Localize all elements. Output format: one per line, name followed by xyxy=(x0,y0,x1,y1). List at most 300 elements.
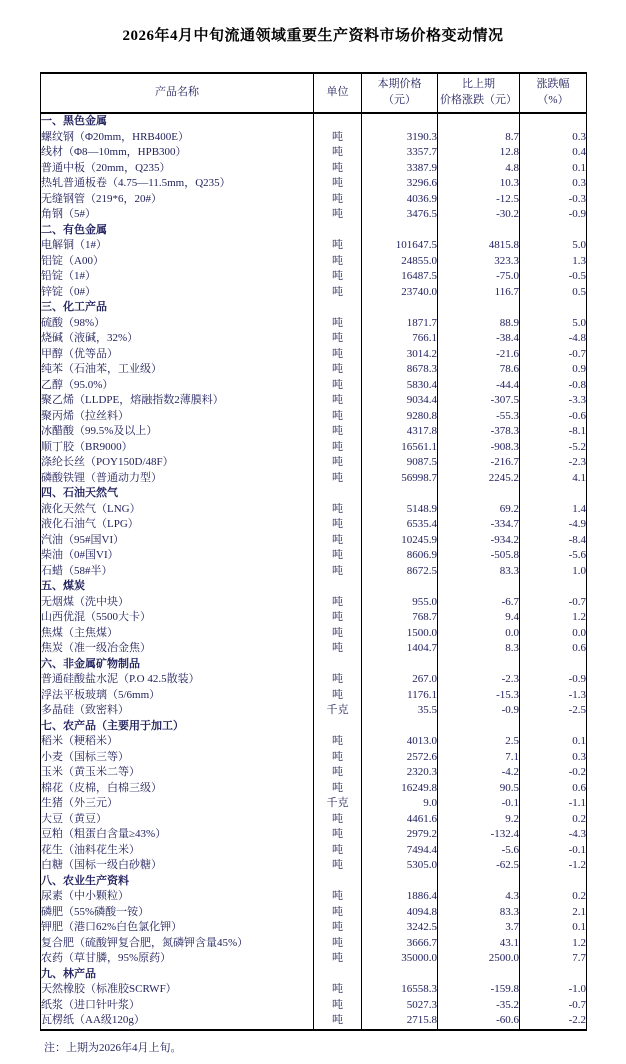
table-row xyxy=(41,192,587,208)
section-name: 五、煤炭 xyxy=(41,579,314,595)
change-pct: 0.0 xyxy=(520,626,587,642)
table-row xyxy=(41,641,587,657)
unit-cell: 吨 xyxy=(314,951,362,967)
product-name: 农药（草甘膦，95%原药） xyxy=(41,951,314,967)
table-row xyxy=(41,269,587,285)
current-price: 1886.4 xyxy=(362,889,438,905)
unit-cell: 吨 xyxy=(314,672,362,688)
change-pct: -8.1 xyxy=(520,424,587,440)
empty-cell xyxy=(362,113,438,130)
empty-cell xyxy=(520,967,587,983)
change-pct: -0.9 xyxy=(520,672,587,688)
unit-cell: 吨 xyxy=(314,378,362,394)
section-name: 四、石油天然气 xyxy=(41,486,314,502)
unit-cell: 吨 xyxy=(314,331,362,347)
section-row xyxy=(41,223,587,239)
unit-cell: 吨 xyxy=(314,827,362,843)
product-name: 甲醇（优等品） xyxy=(41,347,314,363)
table-row xyxy=(41,595,587,611)
current-price: 9.0 xyxy=(362,796,438,812)
empty-cell xyxy=(314,579,362,595)
current-price: 23740.0 xyxy=(362,285,438,301)
product-name: 铅锭（1#） xyxy=(41,269,314,285)
price-change: -35.2 xyxy=(438,998,520,1014)
change-pct: 0.1 xyxy=(520,734,587,750)
price-change: -44.4 xyxy=(438,378,520,394)
change-pct: 1.3 xyxy=(520,254,587,270)
change-pct: 1.2 xyxy=(520,936,587,952)
empty-cell xyxy=(438,719,520,735)
unit-cell: 吨 xyxy=(314,812,362,828)
table-row xyxy=(41,889,587,905)
product-name: 复合肥（硫酸钾复合肥，氮磷钾含量45%） xyxy=(41,936,314,952)
change-pct: -4.8 xyxy=(520,331,587,347)
empty-cell xyxy=(438,967,520,983)
current-price: 16249.8 xyxy=(362,781,438,797)
product-name: 尿素（中小颗粒） xyxy=(41,889,314,905)
empty-cell xyxy=(520,486,587,502)
table-row xyxy=(41,207,587,223)
unit-cell: 吨 xyxy=(314,688,362,704)
product-name: 普通硅酸盐水泥（P.O 42.5散装） xyxy=(41,672,314,688)
current-price: 267.0 xyxy=(362,672,438,688)
unit-cell: 吨 xyxy=(314,734,362,750)
unit-cell: 吨 xyxy=(314,626,362,642)
current-price: 56998.7 xyxy=(362,471,438,487)
price-change: -21.6 xyxy=(438,347,520,363)
change-pct: -0.8 xyxy=(520,378,587,394)
footnote: 注：上期为2026年4月上旬。 xyxy=(44,1041,182,1054)
unit-cell: 吨 xyxy=(314,998,362,1014)
current-price: 955.0 xyxy=(362,595,438,611)
price-change: 9.4 xyxy=(438,610,520,626)
table-row xyxy=(41,471,587,487)
unit-cell: 吨 xyxy=(314,641,362,657)
section-name: 三、化工产品 xyxy=(41,300,314,316)
change-pct: 0.6 xyxy=(520,781,587,797)
change-pct: 7.7 xyxy=(520,951,587,967)
section-name: 二、有色金属 xyxy=(41,223,314,239)
product-name: 硫酸（98%） xyxy=(41,316,314,332)
price-change: -30.2 xyxy=(438,207,520,223)
product-name: 涤纶长丝（POY150D/48F） xyxy=(41,455,314,471)
unit-cell: 吨 xyxy=(314,393,362,409)
table-row xyxy=(41,440,587,456)
section-name: 八、农业生产资料 xyxy=(41,874,314,890)
header-change-pct: 涨跌幅 （%） xyxy=(520,73,587,113)
header-unit: 单位 xyxy=(314,73,362,113)
change-pct: -5.2 xyxy=(520,440,587,456)
unit-cell: 吨 xyxy=(314,207,362,223)
price-change: -4.2 xyxy=(438,765,520,781)
current-price: 3357.7 xyxy=(362,145,438,161)
current-price: 4317.8 xyxy=(362,424,438,440)
unit-cell: 吨 xyxy=(314,347,362,363)
current-price: 2979.2 xyxy=(362,827,438,843)
price-change: 69.2 xyxy=(438,502,520,518)
product-name: 普通中板（20mm，Q235） xyxy=(41,161,314,177)
price-change: 0.0 xyxy=(438,626,520,642)
current-price: 6535.4 xyxy=(362,517,438,533)
unit-cell: 吨 xyxy=(314,533,362,549)
price-change: 7.1 xyxy=(438,750,520,766)
unit-cell: 吨 xyxy=(314,130,362,146)
current-price: 101647.5 xyxy=(362,238,438,254)
price-change: -62.5 xyxy=(438,858,520,874)
current-price: 5305.0 xyxy=(362,858,438,874)
product-name: 豆粕（粗蛋白含量≥43%） xyxy=(41,827,314,843)
empty-cell xyxy=(362,486,438,502)
price-change: 88.9 xyxy=(438,316,520,332)
product-name: 聚乙烯（LLDPE，熔融指数2薄膜料） xyxy=(41,393,314,409)
price-change: -159.8 xyxy=(438,982,520,998)
current-price: 8606.9 xyxy=(362,548,438,564)
unit-cell: 吨 xyxy=(314,409,362,425)
table-row xyxy=(41,254,587,270)
change-pct: 0.2 xyxy=(520,889,587,905)
current-price: 24855.0 xyxy=(362,254,438,270)
empty-cell xyxy=(362,579,438,595)
table-row xyxy=(41,905,587,921)
current-price: 8672.5 xyxy=(362,564,438,580)
current-price: 9087.5 xyxy=(362,455,438,471)
product-name: 花生（油料花生米） xyxy=(41,843,314,859)
unit-cell: 吨 xyxy=(314,517,362,533)
empty-cell xyxy=(438,113,520,130)
table-row xyxy=(41,409,587,425)
change-pct: 1.4 xyxy=(520,502,587,518)
price-change: -75.0 xyxy=(438,269,520,285)
price-change: -15.3 xyxy=(438,688,520,704)
price-change: 2.5 xyxy=(438,734,520,750)
current-price: 4094.8 xyxy=(362,905,438,921)
change-pct: 5.0 xyxy=(520,238,587,254)
empty-cell xyxy=(362,874,438,890)
table-row xyxy=(41,998,587,1014)
change-pct: 5.0 xyxy=(520,316,587,332)
current-price: 4013.0 xyxy=(362,734,438,750)
product-name: 磷肥（55%磷酸一铵） xyxy=(41,905,314,921)
product-name: 冰醋酸（99.5%及以上） xyxy=(41,424,314,440)
change-pct: -2.5 xyxy=(520,703,587,719)
price-change: 4815.8 xyxy=(438,238,520,254)
section-row xyxy=(41,967,587,983)
unit-cell: 千克 xyxy=(314,703,362,719)
table-row xyxy=(41,734,587,750)
price-change: 2245.2 xyxy=(438,471,520,487)
change-pct: 0.3 xyxy=(520,176,587,192)
current-price: 3387.9 xyxy=(362,161,438,177)
change-pct: 0.5 xyxy=(520,285,587,301)
table-row xyxy=(41,672,587,688)
product-name: 生猪（外三元） xyxy=(41,796,314,812)
table-row xyxy=(41,362,587,378)
unit-cell: 吨 xyxy=(314,843,362,859)
change-pct: -4.3 xyxy=(520,827,587,843)
unit-cell: 吨 xyxy=(314,502,362,518)
unit-cell: 吨 xyxy=(314,238,362,254)
price-change: -132.4 xyxy=(438,827,520,843)
current-price: 3242.5 xyxy=(362,920,438,936)
current-price: 16558.3 xyxy=(362,982,438,998)
price-change: 4.3 xyxy=(438,889,520,905)
product-name: 柴油（0#国VI） xyxy=(41,548,314,564)
table-header xyxy=(41,73,587,113)
empty-cell xyxy=(362,967,438,983)
change-pct: -5.6 xyxy=(520,548,587,564)
price-change: -55.3 xyxy=(438,409,520,425)
change-pct: -0.7 xyxy=(520,998,587,1014)
unit-cell: 吨 xyxy=(314,471,362,487)
change-pct: -0.6 xyxy=(520,409,587,425)
empty-cell xyxy=(362,657,438,673)
empty-cell xyxy=(438,300,520,316)
unit-cell: 吨 xyxy=(314,1013,362,1030)
header-current-price: 本期价格 （元） xyxy=(362,73,438,113)
current-price: 3666.7 xyxy=(362,936,438,952)
unit-cell: 吨 xyxy=(314,316,362,332)
table-row xyxy=(41,424,587,440)
table-body xyxy=(41,113,587,1030)
empty-cell xyxy=(314,300,362,316)
section-name: 一、黑色金属 xyxy=(41,113,314,130)
current-price: 1500.0 xyxy=(362,626,438,642)
price-change: -505.8 xyxy=(438,548,520,564)
change-pct: -1.0 xyxy=(520,982,587,998)
empty-cell xyxy=(438,223,520,239)
table-row xyxy=(41,843,587,859)
empty-cell xyxy=(314,967,362,983)
product-name: 无烟煤（洗中块） xyxy=(41,595,314,611)
unit-cell: 吨 xyxy=(314,424,362,440)
unit-cell: 吨 xyxy=(314,610,362,626)
product-name: 纯苯（石油苯，工业级） xyxy=(41,362,314,378)
change-pct: 0.1 xyxy=(520,161,587,177)
current-price: 7494.4 xyxy=(362,843,438,859)
current-price: 9280.8 xyxy=(362,409,438,425)
change-pct: -1.2 xyxy=(520,858,587,874)
section-row xyxy=(41,719,587,735)
price-change: -334.7 xyxy=(438,517,520,533)
change-pct: -1.3 xyxy=(520,688,587,704)
change-pct: -0.7 xyxy=(520,595,587,611)
table-row xyxy=(41,145,587,161)
table-row xyxy=(41,502,587,518)
product-name: 烧碱（液碱，32%） xyxy=(41,331,314,347)
unit-cell: 吨 xyxy=(314,362,362,378)
price-change: -6.7 xyxy=(438,595,520,611)
current-price: 2320.3 xyxy=(362,765,438,781)
table-row xyxy=(41,1013,587,1030)
product-name: 角钢（5#） xyxy=(41,207,314,223)
table-row xyxy=(41,982,587,998)
current-price: 766.1 xyxy=(362,331,438,347)
product-name: 乙醇（95.0%） xyxy=(41,378,314,394)
table-row xyxy=(41,920,587,936)
product-name: 聚丙烯（拉丝料） xyxy=(41,409,314,425)
empty-cell xyxy=(520,113,587,130)
product-name: 白糖（国标一级白砂糖） xyxy=(41,858,314,874)
empty-cell xyxy=(520,657,587,673)
change-pct: -0.1 xyxy=(520,843,587,859)
product-name: 热轧普通板卷（4.75—11.5mm，Q235） xyxy=(41,176,314,192)
change-pct: -0.7 xyxy=(520,347,587,363)
empty-cell xyxy=(314,874,362,890)
product-name: 棉花（皮棉，白棉三级） xyxy=(41,781,314,797)
product-name: 铝锭（A00） xyxy=(41,254,314,270)
price-change: -38.4 xyxy=(438,331,520,347)
price-change: 10.3 xyxy=(438,176,520,192)
change-pct: 0.2 xyxy=(520,812,587,828)
empty-cell xyxy=(438,579,520,595)
current-price: 3476.5 xyxy=(362,207,438,223)
current-price: 16487.5 xyxy=(362,269,438,285)
change-pct: -0.9 xyxy=(520,207,587,223)
change-pct: -2.2 xyxy=(520,1013,587,1030)
change-pct: -2.3 xyxy=(520,455,587,471)
empty-cell xyxy=(314,657,362,673)
unit-cell: 吨 xyxy=(314,285,362,301)
empty-cell xyxy=(314,719,362,735)
price-change: 43.1 xyxy=(438,936,520,952)
current-price: 3296.6 xyxy=(362,176,438,192)
current-price: 9034.4 xyxy=(362,393,438,409)
price-change: -378.3 xyxy=(438,424,520,440)
product-name: 浮法平板玻璃（5/6mm） xyxy=(41,688,314,704)
product-name: 液化石油气（LPG） xyxy=(41,517,314,533)
unit-cell: 吨 xyxy=(314,548,362,564)
table-row xyxy=(41,331,587,347)
unit-cell: 吨 xyxy=(314,145,362,161)
empty-cell xyxy=(520,223,587,239)
section-name: 六、非金属矿物制品 xyxy=(41,657,314,673)
price-table xyxy=(40,72,587,1031)
product-name: 液化天然气（LNG） xyxy=(41,502,314,518)
current-price: 3190.3 xyxy=(362,130,438,146)
unit-cell: 吨 xyxy=(314,564,362,580)
current-price: 2715.8 xyxy=(362,1013,438,1030)
table-row xyxy=(41,610,587,626)
empty-cell xyxy=(362,223,438,239)
price-change: -5.6 xyxy=(438,843,520,859)
current-price: 8678.3 xyxy=(362,362,438,378)
change-pct: 0.6 xyxy=(520,641,587,657)
section-name: 七、农产品（主要用于加工） xyxy=(41,719,314,735)
product-name: 磷酸铁锂（普通动力型） xyxy=(41,471,314,487)
section-row xyxy=(41,579,587,595)
unit-cell: 吨 xyxy=(314,161,362,177)
product-name: 大豆（黄豆） xyxy=(41,812,314,828)
change-pct: 2.1 xyxy=(520,905,587,921)
change-pct: -0.3 xyxy=(520,192,587,208)
product-name: 电解铜（1#） xyxy=(41,238,314,254)
unit-cell: 吨 xyxy=(314,192,362,208)
product-name: 天然橡胶（标准胶SCRWF） xyxy=(41,982,314,998)
change-pct: -0.5 xyxy=(520,269,587,285)
product-name: 线材（Φ8—10mm，HPB300） xyxy=(41,145,314,161)
table-row xyxy=(41,316,587,332)
table-row xyxy=(41,688,587,704)
section-row xyxy=(41,113,587,130)
empty-cell xyxy=(314,486,362,502)
table-row xyxy=(41,564,587,580)
table-row xyxy=(41,393,587,409)
change-pct: 0.3 xyxy=(520,130,587,146)
product-name: 顺丁胶（BR9000） xyxy=(41,440,314,456)
table-row xyxy=(41,533,587,549)
empty-cell xyxy=(362,300,438,316)
unit-cell: 吨 xyxy=(314,269,362,285)
product-name: 焦煤（主焦煤） xyxy=(41,626,314,642)
table-row xyxy=(41,238,587,254)
price-change: 83.3 xyxy=(438,905,520,921)
table-row xyxy=(41,626,587,642)
product-name: 钾肥（港口62%白色氯化钾） xyxy=(41,920,314,936)
current-price: 5027.3 xyxy=(362,998,438,1014)
product-name: 稻米（粳稻米） xyxy=(41,734,314,750)
unit-cell: 千克 xyxy=(314,796,362,812)
current-price: 2572.6 xyxy=(362,750,438,766)
change-pct: -3.3 xyxy=(520,393,587,409)
unit-cell: 吨 xyxy=(314,176,362,192)
header-product-name: 产品名称 xyxy=(41,73,314,113)
section-row xyxy=(41,657,587,673)
price-change: -307.5 xyxy=(438,393,520,409)
table-row xyxy=(41,176,587,192)
price-change: 78.6 xyxy=(438,362,520,378)
price-change: 323.3 xyxy=(438,254,520,270)
price-change: 4.8 xyxy=(438,161,520,177)
current-price: 5830.4 xyxy=(362,378,438,394)
table-row xyxy=(41,765,587,781)
table-row xyxy=(41,781,587,797)
current-price: 1871.7 xyxy=(362,316,438,332)
empty-cell xyxy=(438,486,520,502)
unit-cell: 吨 xyxy=(314,920,362,936)
product-name: 焦炭（准一级冶金焦） xyxy=(41,641,314,657)
current-price: 1176.1 xyxy=(362,688,438,704)
table-row xyxy=(41,378,587,394)
price-change: -0.9 xyxy=(438,703,520,719)
current-price: 768.7 xyxy=(362,610,438,626)
current-price: 10245.9 xyxy=(362,533,438,549)
price-change: 2500.0 xyxy=(438,951,520,967)
current-price: 4036.9 xyxy=(362,192,438,208)
product-name: 多晶硅（致密料） xyxy=(41,703,314,719)
price-change: -934.2 xyxy=(438,533,520,549)
unit-cell: 吨 xyxy=(314,858,362,874)
price-change: 116.7 xyxy=(438,285,520,301)
current-price: 1404.7 xyxy=(362,641,438,657)
current-price: 35.5 xyxy=(362,703,438,719)
unit-cell: 吨 xyxy=(314,765,362,781)
header-price-change: 比上期 价格涨跌（元） xyxy=(438,73,520,113)
price-change: -0.1 xyxy=(438,796,520,812)
change-pct: -1.1 xyxy=(520,796,587,812)
unit-cell: 吨 xyxy=(314,781,362,797)
product-name: 纸浆（进口针叶浆） xyxy=(41,998,314,1014)
section-row xyxy=(41,486,587,502)
change-pct: 0.9 xyxy=(520,362,587,378)
current-price: 16561.1 xyxy=(362,440,438,456)
change-pct: 0.1 xyxy=(520,920,587,936)
unit-cell: 吨 xyxy=(314,905,362,921)
table-row xyxy=(41,517,587,533)
empty-cell xyxy=(520,874,587,890)
table-row xyxy=(41,796,587,812)
change-pct: -4.9 xyxy=(520,517,587,533)
change-pct: 1.0 xyxy=(520,564,587,580)
